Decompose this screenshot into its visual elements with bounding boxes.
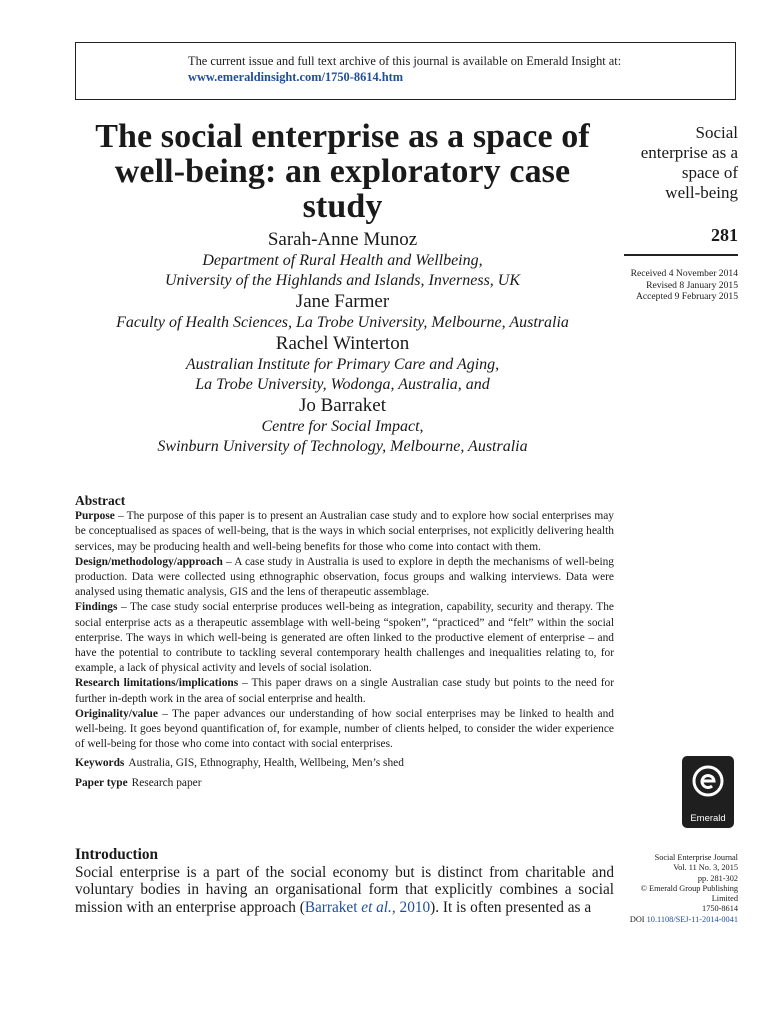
abstract-heading: Abstract <box>75 493 126 508</box>
journal-doi-row <box>615 915 738 925</box>
journal-name: Social Enterprise Journal <box>654 853 738 862</box>
running-title-line: Social <box>695 123 738 142</box>
abstract-text: – The purpose of this paper is to present an Australian case study and to explore how social enterprises may be conceptualised as spaces of well-being, that is the ways in which social enterprises, not explicitly delivering health services, may be producing health and well-being benefits for those who come into contact with them. <box>75 510 614 553</box>
journal-url-link[interactable]: www.emeraldinsight.com/1750-8614.htm <box>188 70 404 84</box>
journal-issn: 1750-8614 <box>702 904 738 914</box>
citation-etal: et al. <box>361 898 392 916</box>
journal-pages: pp. 281-302 <box>697 873 738 883</box>
author-name: Sarah-Anne Munoz <box>267 229 418 250</box>
received-date: Received 4 November 2014 <box>630 268 738 279</box>
running-title <box>610 123 738 203</box>
paper-type-value: Research paper <box>131 776 202 789</box>
introduction-section <box>75 846 614 916</box>
citation-link[interactable] <box>305 899 430 916</box>
journal-volume: Vol. 11 No. 3, 2015 <box>673 863 738 873</box>
keywords-label: Keywords <box>75 757 125 770</box>
history-dates <box>600 268 738 303</box>
author-affiliation: Centre for Social Impact, <box>261 418 424 435</box>
author-affiliation: La Trobe University, Wodonga, Australia, and <box>195 376 490 393</box>
intro-text: Social enterprise is a part of the social economy but is distinct from charitable and voluntary bodies in having an organisational form that explicitly combines a social mission with an enterprise approach ( <box>75 864 614 916</box>
keywords-row <box>75 756 614 771</box>
journal-info <box>615 853 738 925</box>
notice-text-block <box>188 53 621 85</box>
notice-text: The current issue and full text archive of this journal is available on Emerald Insight at: <box>188 54 622 68</box>
author-name: Jo Barraket <box>298 395 387 416</box>
author-affiliation: Swinburn University of Technology, Melbourne, Australia <box>157 438 528 455</box>
running-title-line: enterprise as a <box>640 143 738 162</box>
intro-text-cont: ). It is often presented as a <box>430 898 592 916</box>
author-name: Jane Farmer <box>295 291 390 312</box>
abstract-text: – This paper draws on a single Australian case study but points to the need for further in-depth work in the area of social enterprise and health. <box>75 677 614 705</box>
paper-type-row <box>75 776 614 791</box>
abstract-paragraph <box>75 707 614 753</box>
emerald-logo <box>682 756 734 828</box>
running-title-line: space of <box>681 163 738 182</box>
abstract-text: – A case study in Australia is used to explore in depth the mechanisms of well-being production. Data were collected using ethnographic observation, focus groups and walking interviews. Data were analysed using thematic analysis, GIS and the lens of therapeutic assemblage. <box>75 555 614 599</box>
emerald-e-icon <box>691 764 725 798</box>
abstract-label: Design/methodology/approach <box>75 555 223 568</box>
revised-date: Revised 8 January 2015 <box>646 279 738 291</box>
journal-notice-box <box>75 42 736 100</box>
abstract-text: – The case study social enterprise produces well-being as integration, capability, security and therapy. The social enterprise acts as a therapeutic assemblage with well-being “spoken”, “practiced” and “felt” within the social enterprise. The ways in which well-being is generated are often linked to the productive element of enterprise – and have the potential to contribute to tackling several contemporary health challenges and inequalities relating to, for example, a lack of physical activity and levels of social isolation. <box>75 601 614 675</box>
abstract-label: Purpose <box>75 510 115 523</box>
author-list <box>75 229 610 457</box>
abstract-paragraph <box>75 509 614 555</box>
accepted-date: Accepted 9 February 2015 <box>635 291 738 302</box>
author-affiliation: Australian Institute for Primary Care and Aging, <box>185 356 500 373</box>
abstract-label: Originality/value <box>75 707 158 720</box>
paper-type-label: Paper type <box>75 776 128 789</box>
citation-year: , 2010 <box>391 898 431 916</box>
page-rule-divider <box>624 254 738 256</box>
article-title: The social enterprise as a space of well-being: an exploratory case study <box>95 118 590 225</box>
keywords-value: Australia, GIS, Ethnography, Health, Wellbeing, Men’s shed <box>128 757 404 770</box>
journal-publisher: © Emerald Group Publishing Limited <box>640 883 738 904</box>
author-affiliation: Faculty of Health Sciences, La Trobe University, Melbourne, Australia <box>116 314 569 331</box>
introduction-heading: Introduction <box>75 846 159 863</box>
doi-label: DOI <box>629 914 645 924</box>
page-number: 281 <box>711 225 738 245</box>
abstract-label: Research limitations/implications <box>75 677 239 690</box>
doi-link[interactable]: 10.1108/SEJ-11-2014-0041 <box>646 914 738 924</box>
abstract-text: – The paper advances our understanding of how social enterprises may be linked to health and well-being. It goes beyond quantification of, for example, number of clients helped, to consider the wider experience of well-being for those who come into contact with social enterprises. <box>75 707 614 751</box>
abstract-paragraph <box>75 676 614 706</box>
introduction-paragraph <box>75 864 614 916</box>
author-affiliation: University of the Highlands and Islands, Inverness, UK <box>164 272 521 289</box>
author-affiliation: Department of Rural Health and Wellbeing, <box>202 252 483 269</box>
logo-label: Emerald <box>690 813 726 824</box>
running-title-line: well-being <box>665 183 738 202</box>
citation-author: Barraket <box>304 898 362 916</box>
abstract-label: Findings <box>75 601 118 614</box>
abstract-paragraph <box>75 600 614 676</box>
abstract-section <box>75 493 614 791</box>
abstract-paragraph <box>75 555 614 601</box>
author-name: Rachel Winterton <box>275 333 410 354</box>
